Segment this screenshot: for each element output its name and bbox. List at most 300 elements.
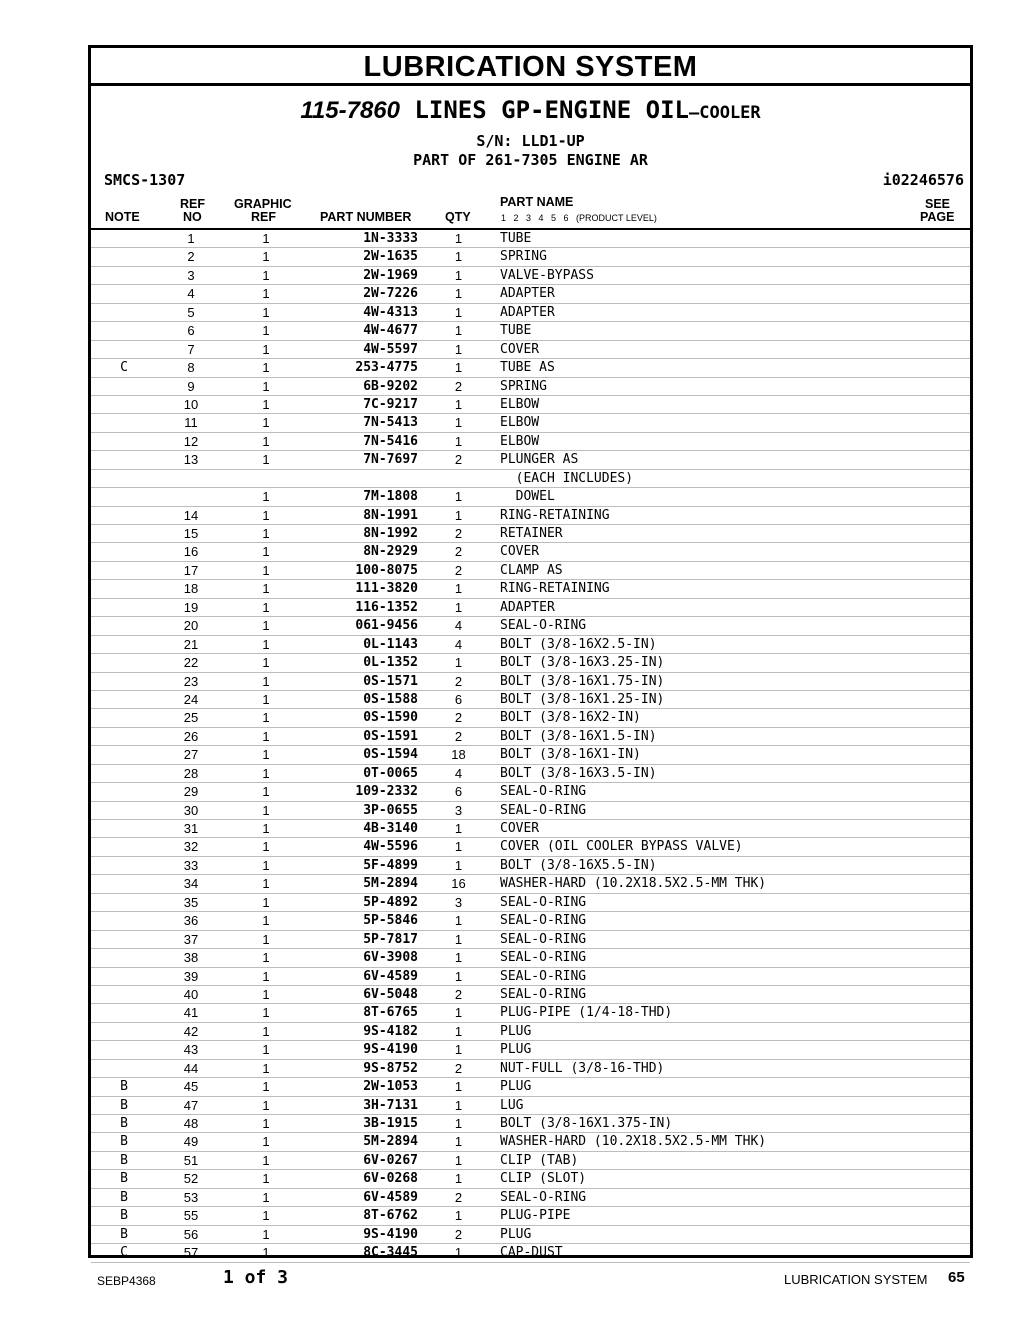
footer-section: LUBRICATION SYSTEM (784, 1272, 928, 1287)
qty-cell: 1 (454, 341, 463, 357)
graphic-ref-cell: 1 (262, 1005, 270, 1021)
part-name-cell: TUBE (500, 323, 532, 339)
ref-cell: 49 (183, 1134, 199, 1150)
ref-cell: 23 (183, 673, 199, 689)
ref-cell: 22 (183, 655, 199, 671)
table-row (91, 285, 970, 303)
part-number-cell: 0T-0065 (363, 765, 418, 781)
page-of: 1 of 3 (223, 1267, 289, 1288)
table-row (91, 230, 970, 248)
qty-cell: 1 (454, 433, 463, 449)
graphic-ref-cell: 1 (262, 1171, 270, 1187)
table-row (91, 746, 970, 764)
ref-cell: 27 (183, 747, 199, 763)
group-header (91, 86, 970, 194)
graphic-ref-cell: 1 (262, 489, 270, 505)
ref-cell: 44 (183, 1060, 199, 1076)
graphic-ref-cell: 1 (262, 360, 270, 376)
ref-cell: 13 (183, 452, 199, 468)
ref-cell: 32 (183, 839, 199, 855)
part-number-cell: 6V-5048 (363, 986, 418, 1002)
part-name-cell: COVER (500, 544, 540, 560)
part-name-cell: PLUG (500, 1226, 532, 1242)
graphic-ref-cell: 1 (262, 931, 270, 947)
part-name-cell: BOLT (3/8-16X1.25-IN) (500, 691, 665, 707)
qty-cell: 6 (454, 691, 463, 707)
qty-cell: 1 (454, 913, 463, 929)
ref-cell: 38 (183, 950, 199, 966)
part-name-cell: PLUG-PIPE (500, 1208, 571, 1224)
table-row (91, 654, 970, 672)
section-title: LUBRICATION SYSTEM (91, 48, 970, 86)
ref-cell: 33 (183, 857, 199, 873)
qty-cell: 18 (451, 747, 466, 763)
graphic-ref-cell: 1 (262, 655, 270, 671)
part-name-cell: CLAMP AS (500, 562, 563, 578)
part-number-cell: 6V-3908 (363, 950, 418, 966)
note-cell: B (120, 1189, 128, 1205)
ref-cell: 9 (187, 378, 195, 394)
part-number-cell: 0S-1594 (363, 747, 418, 763)
ref-cell: 20 (183, 618, 199, 634)
graphic-ref-cell: 1 (262, 857, 270, 873)
part-name-cell: SEAL-O-RING (500, 1189, 587, 1205)
part-name-cell: SEAL-O-RING (500, 618, 587, 634)
part-number-cell: 5P-5846 (363, 913, 418, 929)
graphic-ref-cell: 1 (262, 562, 270, 578)
table-row (91, 1060, 970, 1078)
document-id: i02246576 (882, 171, 964, 189)
qty-cell: 1 (454, 581, 463, 597)
graphic-ref-cell: 1 (262, 341, 270, 357)
table-row (91, 359, 970, 377)
table-row (91, 1170, 970, 1188)
graphic-ref-cell: 1 (262, 784, 270, 800)
graphic-ref-cell: 1 (262, 1152, 270, 1168)
ref-cell: 56 (183, 1226, 199, 1242)
part-number-cell: 3B-1915 (363, 1116, 418, 1131)
ref-cell: 24 (183, 691, 199, 707)
graphic-ref-cell: 1 (262, 1134, 270, 1150)
part-number-cell: 3P-0655 (363, 802, 418, 818)
table-row (91, 838, 970, 856)
graphic-ref-cell: 1 (262, 526, 270, 541)
qty-cell: 2 (454, 1189, 463, 1205)
part-name-cell: BOLT (3/8-16X3.25-IN) (500, 655, 665, 671)
part-name-cell: CLIP (TAB) (500, 1152, 579, 1168)
graphic-ref-cell: 1 (262, 396, 270, 412)
qty-cell: 4 (454, 618, 463, 634)
part-number-cell: 2W-1969 (363, 267, 418, 283)
table-row (91, 267, 970, 285)
table-row (91, 378, 970, 396)
qty-cell: 1 (454, 415, 463, 431)
part-number-cell: 7C-9217 (363, 396, 418, 412)
table-row (91, 820, 970, 838)
graphic-ref-cell: 1 (262, 673, 270, 689)
qty-cell: 2 (454, 1226, 463, 1242)
qty-cell: 1 (454, 1208, 463, 1224)
table-row (91, 894, 970, 912)
ref-cell: 4 (187, 286, 195, 302)
ref-cell: 37 (183, 931, 199, 947)
part-name-cell: SPRING (500, 249, 547, 265)
part-number-cell: 1N-3333 (363, 231, 418, 246)
qty-cell: 4 (454, 765, 463, 781)
graphic-ref-cell: 1 (262, 618, 270, 634)
part-number-cell: 111-3820 (355, 581, 418, 597)
graphic-ref-cell: 1 (262, 544, 270, 560)
part-number-cell: 8T-6762 (363, 1208, 418, 1224)
graphic-ref-cell: 1 (262, 507, 270, 523)
table-row (91, 673, 970, 691)
qty-cell: 1 (454, 1116, 463, 1131)
part-name-cell: DOWEL (500, 489, 555, 505)
qty-cell: 1 (454, 1134, 463, 1150)
part-name-cell: WASHER-HARD (10.2X18.5X2.5-MM THK) (500, 1134, 767, 1150)
table-row (91, 488, 970, 506)
ref-cell: 35 (183, 894, 199, 910)
graphic-ref-cell: 1 (262, 876, 270, 892)
qty-cell: 1 (454, 1097, 463, 1113)
table-row (91, 728, 970, 746)
ref-cell: 34 (183, 876, 199, 892)
graphic-ref-cell: 1 (262, 452, 270, 468)
table-row (91, 341, 970, 359)
table-row (91, 1207, 970, 1225)
group-title (91, 96, 970, 125)
part-name-cell: BOLT (3/8-16X1-IN) (500, 747, 641, 763)
graphic-ref-cell: 1 (262, 839, 270, 855)
part-number-cell: 7N-5413 (363, 415, 418, 431)
see-header-bottom: PAGE (920, 210, 955, 224)
ref-cell: 42 (183, 1023, 199, 1039)
table-row (91, 1097, 970, 1115)
part-number-cell: 7M-1808 (363, 489, 418, 505)
see-header-top: SEE (925, 197, 951, 211)
part-number-cell: 100-8075 (355, 562, 418, 578)
part-name-cell: SPRING (500, 378, 547, 394)
part-number-cell: 6V-4589 (363, 1189, 418, 1205)
note-cell: B (120, 1079, 128, 1095)
table-row (91, 322, 970, 340)
qty-cell: 2 (454, 378, 463, 394)
part-number-cell: 5P-4892 (363, 894, 418, 910)
part-number-cell: 0S-1590 (363, 710, 418, 726)
ref-cell: 26 (183, 728, 199, 744)
part-name-cell: SEAL-O-RING (500, 913, 587, 929)
part-name-cell: PLUG (500, 1079, 532, 1095)
qty-cell: 1 (454, 396, 463, 412)
part-name-cell: ADAPTER (500, 286, 555, 302)
qty-cell: 1 (454, 655, 463, 671)
part-name-cell: ELBOW (500, 415, 540, 431)
graphic-ref-cell: 1 (262, 249, 270, 265)
note-cell: C (120, 360, 128, 376)
part-number-cell: 0L-1352 (363, 655, 418, 671)
graphic-ref-cell: 1 (262, 433, 270, 449)
part-number-cell: 5F-4899 (363, 857, 418, 873)
graphic-ref-cell: 1 (262, 267, 270, 283)
graphic-ref-cell: 1 (262, 950, 270, 966)
qty-cell: 1 (454, 1079, 463, 1095)
note-cell: B (120, 1116, 128, 1131)
ref-cell: 10 (183, 396, 199, 412)
qty-cell: 2 (454, 544, 463, 560)
qty-cell: 1 (454, 1005, 463, 1021)
qty-cell: 1 (454, 839, 463, 855)
ref-cell: 21 (183, 636, 199, 652)
note-cell: B (120, 1226, 128, 1242)
part-name-cell: RING-RETAINING (500, 507, 610, 523)
part-name-cell: BOLT (3/8-16X1.5-IN) (500, 728, 657, 744)
part-name-cell: PLUNGER AS (500, 452, 579, 468)
part-number-cell: 9S-4182 (363, 1023, 418, 1039)
part-name-cell: SEAL-O-RING (500, 968, 587, 984)
graphic-ref-cell: 1 (262, 765, 270, 781)
part-number-cell: 8N-1992 (363, 526, 418, 541)
ref-cell: 57 (183, 1245, 199, 1261)
graphic-ref-cell: 1 (262, 1116, 270, 1131)
table-row (91, 1078, 970, 1096)
qty-cell: 1 (454, 1042, 463, 1058)
part-name-cell: RETAINER (500, 526, 563, 541)
part-number-header: PART NUMBER (320, 210, 412, 224)
ref-cell: 36 (183, 913, 199, 929)
table-row (91, 1133, 970, 1151)
graphic-ref-cell: 1 (262, 821, 270, 836)
graphic-ref-cell: 1 (262, 636, 270, 652)
part-number-cell: 7N-7697 (363, 452, 418, 468)
table-row (91, 396, 970, 414)
table-row (91, 543, 970, 561)
part-number-cell: 4W-5596 (363, 839, 418, 855)
ref-cell: 6 (187, 323, 195, 339)
qty-cell: 1 (454, 231, 463, 246)
part-name-cell: CLIP (SLOT) (500, 1171, 587, 1187)
graphic-ref-cell: 1 (262, 1023, 270, 1039)
ref-cell: 16 (183, 544, 199, 560)
part-number-cell: 4W-5597 (363, 341, 418, 357)
part-name-cell: LUG (500, 1097, 524, 1113)
qty-cell: 2 (454, 526, 463, 541)
part-number-cell: 6V-0268 (363, 1171, 418, 1187)
ref-cell: 15 (183, 526, 199, 541)
qty-cell: 2 (454, 452, 463, 468)
graphic-ref-cell: 1 (262, 1060, 270, 1076)
graphic-ref-cell: 1 (262, 1245, 270, 1261)
ref-cell: 30 (183, 802, 199, 818)
part-number-cell: 8N-2929 (363, 544, 418, 560)
graphic-header-bottom: REF (251, 210, 276, 224)
qty-cell: 1 (454, 507, 463, 523)
ref-cell: 25 (183, 710, 199, 726)
part-name-cell: SEAL-O-RING (500, 950, 587, 966)
group-name-suffix: —COOLER (689, 103, 761, 123)
ref-cell: 40 (183, 986, 199, 1002)
note-cell: B (120, 1134, 128, 1150)
part-number-cell: 6B-9202 (363, 378, 418, 394)
table-row (91, 599, 970, 617)
graphic-ref-cell: 1 (262, 747, 270, 763)
part-name-cell: ELBOW (500, 396, 540, 412)
ref-header-bottom: NO (183, 210, 202, 224)
qty-cell: 1 (454, 323, 463, 339)
ref-cell: 29 (183, 784, 199, 800)
part-name-cell: COVER (500, 821, 540, 836)
table-row (91, 1041, 970, 1059)
part-number-cell: 061-9456 (355, 618, 418, 634)
group-name: LINES GP-ENGINE OIL (414, 96, 689, 124)
note-cell: B (120, 1171, 128, 1187)
ref-cell: 3 (187, 267, 195, 283)
ref-cell: 11 (184, 415, 198, 431)
part-number-cell: 5M-2894 (363, 1134, 418, 1150)
part-name-cell: SEAL-O-RING (500, 931, 587, 947)
doc-number: SEBP4368 (97, 1274, 156, 1288)
ref-cell: 41 (183, 1005, 199, 1021)
part-number-cell: 9S-4190 (363, 1226, 418, 1242)
smcs-code: SMCS-1307 (104, 171, 186, 189)
part-number-cell: 2W-1635 (363, 249, 418, 265)
graphic-ref-cell: 1 (262, 304, 270, 320)
table-row (91, 304, 970, 322)
part-number-cell: 2W-7226 (363, 286, 418, 302)
note-cell: B (120, 1208, 128, 1224)
part-name-cell: PLUG (500, 1042, 532, 1058)
note-header: NOTE (105, 210, 140, 224)
part-number-cell: 9S-8752 (363, 1060, 418, 1076)
qty-cell: 1 (454, 857, 463, 873)
table-row (91, 765, 970, 783)
part-name-cell: RING-RETAINING (500, 581, 610, 597)
qty-cell: 2 (454, 562, 463, 578)
ref-cell: 55 (183, 1208, 199, 1224)
part-name-cell: SEAL-O-RING (500, 784, 587, 800)
qty-cell: 1 (454, 489, 463, 505)
graphic-ref-cell: 1 (262, 691, 270, 707)
qty-header: QTY (445, 210, 471, 224)
table-row (91, 470, 970, 488)
qty-cell: 2 (454, 1060, 463, 1076)
ref-cell: 48 (183, 1116, 199, 1131)
qty-cell: 2 (454, 673, 463, 689)
table-row (91, 451, 970, 469)
ref-cell: 14 (183, 507, 199, 523)
graphic-ref-cell: 1 (262, 802, 270, 818)
table-row (91, 1226, 970, 1244)
part-number-cell: 0L-1143 (363, 636, 418, 652)
part-number-cell: 5P-7817 (363, 931, 418, 947)
qty-cell: 2 (454, 986, 463, 1002)
table-row (91, 875, 970, 893)
part-name-cell: SEAL-O-RING (500, 894, 587, 910)
table-row (91, 931, 970, 949)
table-row (91, 507, 970, 525)
table-row (91, 857, 970, 875)
qty-cell: 16 (451, 876, 466, 892)
ref-cell: 19 (183, 599, 199, 615)
qty-cell: 1 (454, 249, 463, 265)
qty-cell: 1 (454, 1245, 463, 1261)
part-name-cell: BOLT (3/8-16X2.5-IN) (500, 636, 657, 652)
part-name-cell: BOLT (3/8-16X3.5-IN) (500, 765, 657, 781)
ref-cell: 1 (187, 231, 195, 246)
graphic-ref-cell: 1 (262, 231, 270, 246)
ref-cell: 5 (187, 304, 195, 320)
part-name-cell: SEAL-O-RING (500, 986, 587, 1002)
table-row (91, 562, 970, 580)
graphic-ref-cell: 1 (262, 894, 270, 910)
ref-cell: 2 (187, 249, 195, 265)
qty-cell: 3 (454, 802, 463, 818)
column-headers (91, 194, 970, 230)
graphic-ref-cell: 1 (262, 710, 270, 726)
part-name-cell: SEAL-O-RING (500, 802, 587, 818)
note-cell: C (120, 1245, 128, 1261)
qty-cell: 6 (454, 784, 463, 800)
part-name-cell: (EACH INCLUDES) (500, 470, 634, 486)
ref-cell: 43 (183, 1042, 199, 1058)
table-row (91, 1004, 970, 1022)
graphic-ref-cell: 1 (262, 581, 270, 597)
part-number-cell: 8N-1991 (363, 507, 418, 523)
qty-cell: 1 (454, 1152, 463, 1168)
table-row (91, 968, 970, 986)
graphic-ref-cell: 1 (262, 1079, 270, 1095)
graphic-ref-cell: 1 (262, 415, 270, 431)
graphic-ref-cell: 1 (262, 728, 270, 744)
graphic-ref-cell: 1 (262, 1042, 270, 1058)
table-row (91, 709, 970, 727)
ref-cell: 53 (183, 1189, 199, 1205)
qty-cell: 2 (454, 728, 463, 744)
ref-cell: 28 (183, 765, 199, 781)
qty-cell: 1 (454, 931, 463, 947)
table-row (91, 1115, 970, 1133)
graphic-header-top: GRAPHIC (234, 197, 292, 211)
ref-cell: 7 (187, 341, 195, 357)
graphic-ref-cell: 1 (262, 1208, 270, 1224)
qty-cell: 1 (454, 304, 463, 320)
ref-cell: 17 (183, 562, 199, 578)
graphic-ref-cell: 1 (262, 599, 270, 615)
table-row (91, 248, 970, 266)
qty-cell: 1 (454, 968, 463, 984)
part-name-cell: PLUG (500, 1023, 532, 1039)
graphic-ref-cell: 1 (262, 323, 270, 339)
table-row (91, 580, 970, 598)
note-cell: B (120, 1152, 128, 1168)
ref-header-top: REF (180, 197, 205, 211)
qty-cell: 2 (454, 710, 463, 726)
product-level-header: 1 2 3 4 5 6 (PRODUCT LEVEL) (501, 213, 657, 223)
table-row (91, 1244, 970, 1262)
part-name-cell: CAP-DUST (500, 1245, 563, 1261)
part-number-cell: 4B-3140 (363, 821, 418, 836)
part-name-cell: COVER (500, 341, 540, 357)
part-number-cell: 2W-1053 (363, 1079, 418, 1095)
part-number-cell: 5M-2894 (363, 876, 418, 892)
table-row (91, 617, 970, 635)
table-row (91, 691, 970, 709)
part-number-cell: 0S-1591 (363, 728, 418, 744)
table-row (91, 636, 970, 654)
part-name-header: PART NAME (500, 195, 574, 209)
qty-cell: 1 (454, 360, 463, 376)
graphic-ref-cell: 1 (262, 968, 270, 984)
graphic-ref-cell: 1 (262, 913, 270, 929)
